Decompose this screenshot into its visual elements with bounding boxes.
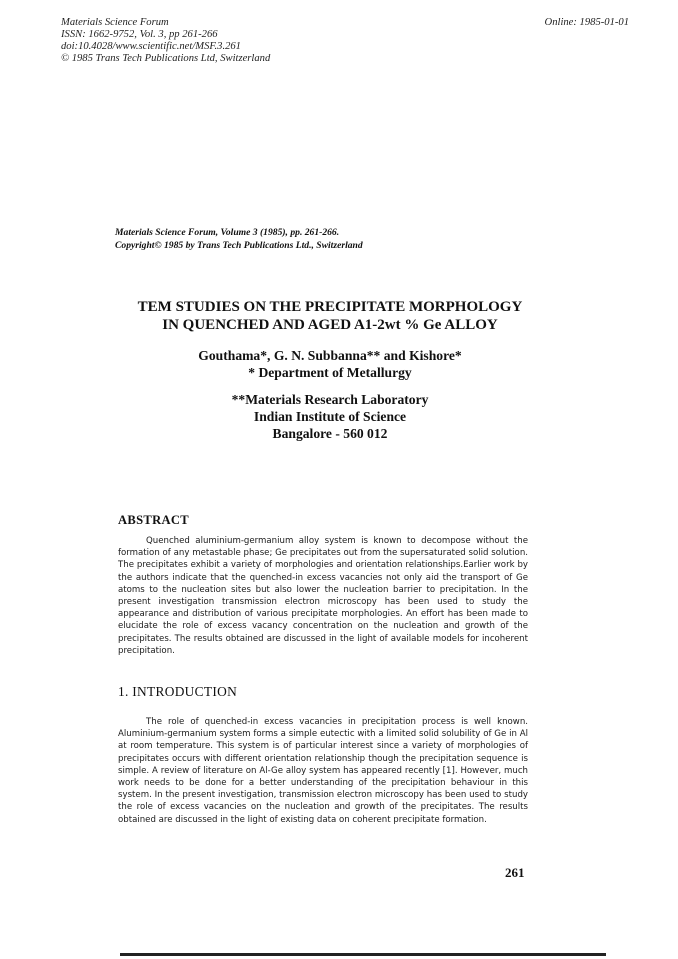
journal-header (61, 17, 270, 65)
citation-line-volume: Materials Science Forum, Volume 3 (1985), pp. 261-266. (115, 227, 340, 238)
page-number: 261 (505, 865, 525, 880)
affiliation-lab: **Materials Research Laboratory (231, 392, 429, 407)
affiliation-block (100, 391, 560, 442)
bottom-rule (120, 953, 606, 956)
citation-block (115, 226, 363, 252)
citation-line-copyright: Copyright© 1985 by Trans Tech Publications Ltd., Switzerland (115, 240, 363, 251)
affiliation-institute: Indian Institute of Science (253, 409, 407, 424)
paper-title (100, 298, 560, 334)
title-line-1: TEM STUDIES ON THE PRECIPITATE MORPHOLOGY (137, 299, 523, 315)
journal-copyright: © 1985 Trans Tech Publications Ltd, Switzerland (61, 53, 271, 64)
introduction-heading: 1. INTRODUCTION (118, 684, 238, 699)
abstract-paragraph (118, 535, 528, 657)
author-names: Gouthama*, G. N. Subbanna** and Kishore* (198, 348, 462, 363)
journal-issn: ISSN: 1662-9752, Vol. 3, pp 261-266 (61, 29, 218, 40)
author-department: * Department of Metallurgy (248, 365, 412, 380)
journal-doi: doi:10.4028/www.scientific.net/MSF.3.261 (61, 41, 241, 52)
abstract-text: Quenched aluminium-germanium alloy system is known to decompose without the formation of any metastable phase; Ge precipitates out from the supersaturated solid solution. The precipitates exhibit a variety of morphologies and orientation relationships.Earlier work by the authors indicate that the quenched-in excess vacancies not only aid the transport of Ge atoms to the nucleation sites but also lower the nucleation barrier to precipitation. In the present investigation transmission electron microscopy has been used to study the appearance and distribution of various precipitate morphologies. An effort has been made to elucidate the role of excess vacancy concentration on the nucleation and growth of the precipitates. The results obtained are discussed in the light of available models for incoherent precipitation. (118, 536, 528, 656)
abstract-heading: ABSTRACT (118, 513, 189, 527)
online-date: Online: 1985-01-01 (544, 17, 629, 28)
affiliation-city: Bangalore - 560 012 (272, 426, 388, 441)
introduction-paragraph (118, 716, 528, 826)
author-block (100, 347, 560, 381)
title-line-2: IN QUENCHED AND AGED A1-2wt % Ge ALLOY (162, 317, 498, 333)
journal-name: Materials Science Forum (61, 17, 169, 28)
introduction-text: The role of quenched-in excess vacancies in precipitation process is well known. Aluminium-germanium system forms a simple eutectic with a limited solid solubility of Ge in Al at room temperature. This system is of particular interest since a variety of morphologies of precipitates occurs with different orientation relationship though the precipitation sequence is simple. A review of literature on Al-Ge alloy system has appeared recently [1]. However, much work needs to be done for a better understanding of the precipitation behaviour in this system. In the present investigation, transmission electron microscopy has been used to study the role of excess vacancies on the nucleation and growth of the precipitates. The results obtained are discussed in the light of existing data on coherent precipitate formation. (118, 717, 528, 825)
